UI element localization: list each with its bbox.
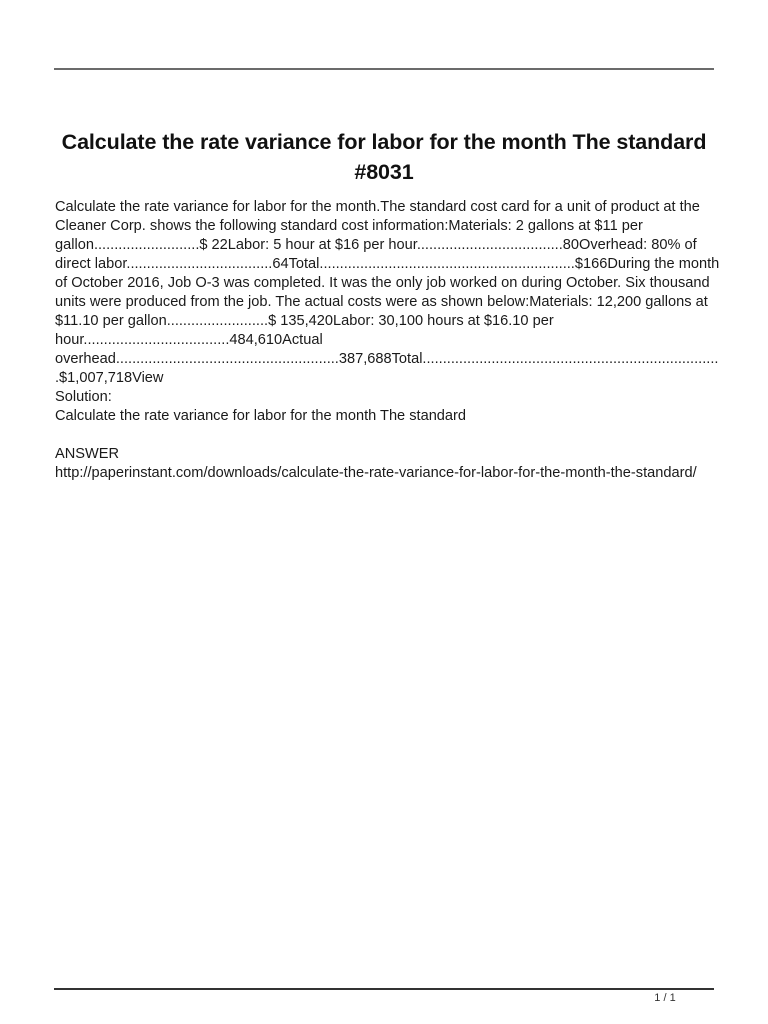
page-indicator: 1 / 1: [654, 992, 676, 1004]
document-title: Calculate the rate variance for labor for the month The standard #8031: [61, 130, 707, 184]
header-rule: [54, 68, 714, 70]
answer-label: ANSWER: [55, 446, 120, 462]
solution-text: Calculate the rate variance for labor for the month The standard: [55, 408, 467, 424]
footer-rule: [54, 988, 714, 990]
answer-link[interactable]: http://paperinstant.com/downloads/calculate-the-rate-variance-for-labor-for-the-month-the-standard/: [55, 465, 697, 481]
document-body: [55, 198, 720, 483]
paragraph-spacer: [55, 426, 720, 445]
problem-paragraph: Calculate the rate variance for labor for the month.The standard cost card for a unit of product at the Cleaner Corp. shows the following standard cost information:Materials: 2 gallons at $11 per gallon..........................$ 22Labor: 5 hour at $16 per hour....................................80Overhead: 80% of direct labor....................................64Total...............................................................$166During the month of October 2016, Job O-3 was completed. It was the only job worked on during October. Six thousand units were produced from the job. The actual costs were as shown below:Materials: 12,200 gallons at $11.10 per gallon.........................$ 135,420Labor: 30,100 hours at $16.10 per hour....................................484,610Actual overhead.......................................................387,688Total..........................................................................$1,007,718View: [55, 199, 720, 386]
solution-label: Solution:: [55, 389, 112, 405]
